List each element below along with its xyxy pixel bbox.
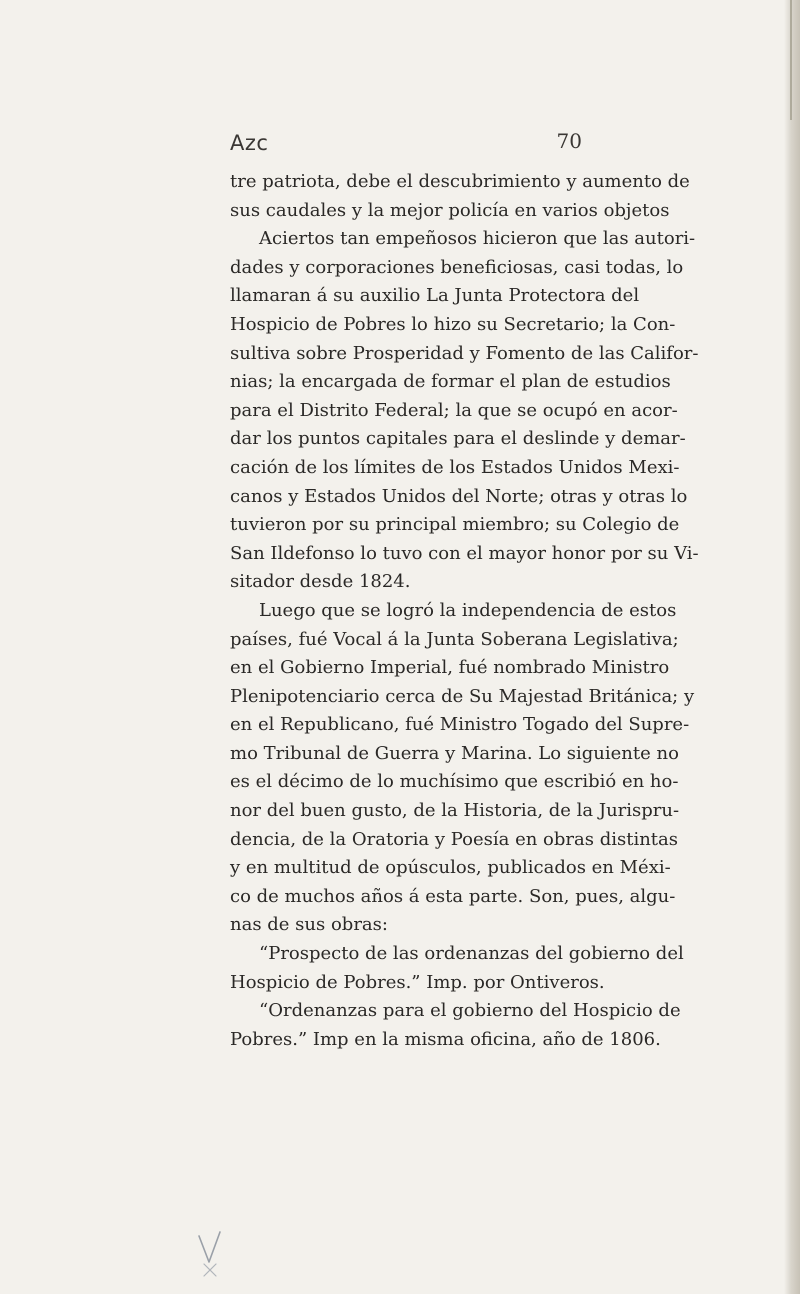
- text-line: países, fué Vocal á la Junta Soberana Legislativa;: [230, 628, 679, 650]
- text-line: dar los puntos capitales para el deslinde y demar-: [230, 428, 686, 450]
- text-line: para el Distrito Federal; la que se ocupó en acor-: [230, 399, 678, 421]
- text-line: co de muchos años á esta parte. Son, pues, algu-: [230, 885, 676, 907]
- text-line: sitador desde 1824.: [230, 571, 411, 593]
- text-line: San Ildefonso lo tuvo con el mayor honor por su Vi-: [230, 542, 699, 564]
- text-line: canos y Estados Unidos del Norte; otras y otras lo: [230, 485, 688, 507]
- text-line: cación de los límites de los Estados Unidos Mexi-: [230, 456, 680, 478]
- text-line: y en multitud de opúsculos, publicados en Méxi-: [230, 857, 671, 879]
- text-line: mo Tribunal de Guerra y Marina. Lo siguiente no: [230, 742, 679, 764]
- text-line: es el décimo de lo muchísimo que escribió en ho-: [230, 771, 679, 793]
- text-line: sultiva sobre Prosperidad y Fomento de las Califor-: [230, 342, 699, 364]
- paragraph-start-line: Luego que se logró la independencia de estos: [259, 599, 677, 621]
- handwritten-check-mark: [196, 1228, 224, 1278]
- body-text: [230, 168, 790, 1054]
- text-line: Hospicio de Pobres lo hizo su Secretario; la Con-: [230, 313, 676, 335]
- text-line: nias; la encargada de formar el plan de estudios: [230, 371, 671, 393]
- text-line: dencia, de la Oratoria y Poesía en obras distintas: [230, 828, 678, 850]
- citation-line: Hospicio de Pobres.” Imp. por Ontiveros.: [230, 971, 605, 993]
- paragraph-start-line: Aciertos tan empeñosos hicieron que las autori-: [259, 228, 696, 250]
- text-line: en el Republicano, fué Ministro Togado del Supre-: [230, 714, 690, 736]
- citation-line: Pobres.” Imp en la misma oficina, año de 1806.: [230, 1028, 661, 1050]
- text-line: tuvieron por su principal miembro; su Colegio de: [230, 514, 680, 536]
- running-head: Azc: [230, 131, 269, 155]
- text-line: llamaran á su auxilio La Junta Protectora del: [230, 285, 640, 307]
- page-edge-line: [790, 0, 792, 120]
- text-line: nor del buen gusto, de la Historia, de la Jurispru-: [230, 800, 680, 822]
- page-number: 70: [556, 129, 582, 153]
- text-line: Plenipotenciario cerca de Su Majestad Británica; y: [230, 685, 695, 707]
- citation-line: “Ordenanzas para el gobierno del Hospicio de: [259, 1000, 681, 1022]
- text-line: sus caudales y la mejor policía en varios objetos: [230, 199, 670, 221]
- text-line: en el Gobierno Imperial, fué nombrado Ministro: [230, 657, 670, 679]
- text-line: dades y corporaciones beneficiosas, casi todas, lo: [230, 256, 684, 278]
- text-line: nas de sus obras:: [230, 914, 388, 936]
- text-line: tre patriota, debe el descubrimiento y aumento de: [230, 171, 690, 192]
- page-header: [230, 131, 582, 167]
- citation-line: “Prospecto de las ordenanzas del gobierno del: [259, 943, 684, 965]
